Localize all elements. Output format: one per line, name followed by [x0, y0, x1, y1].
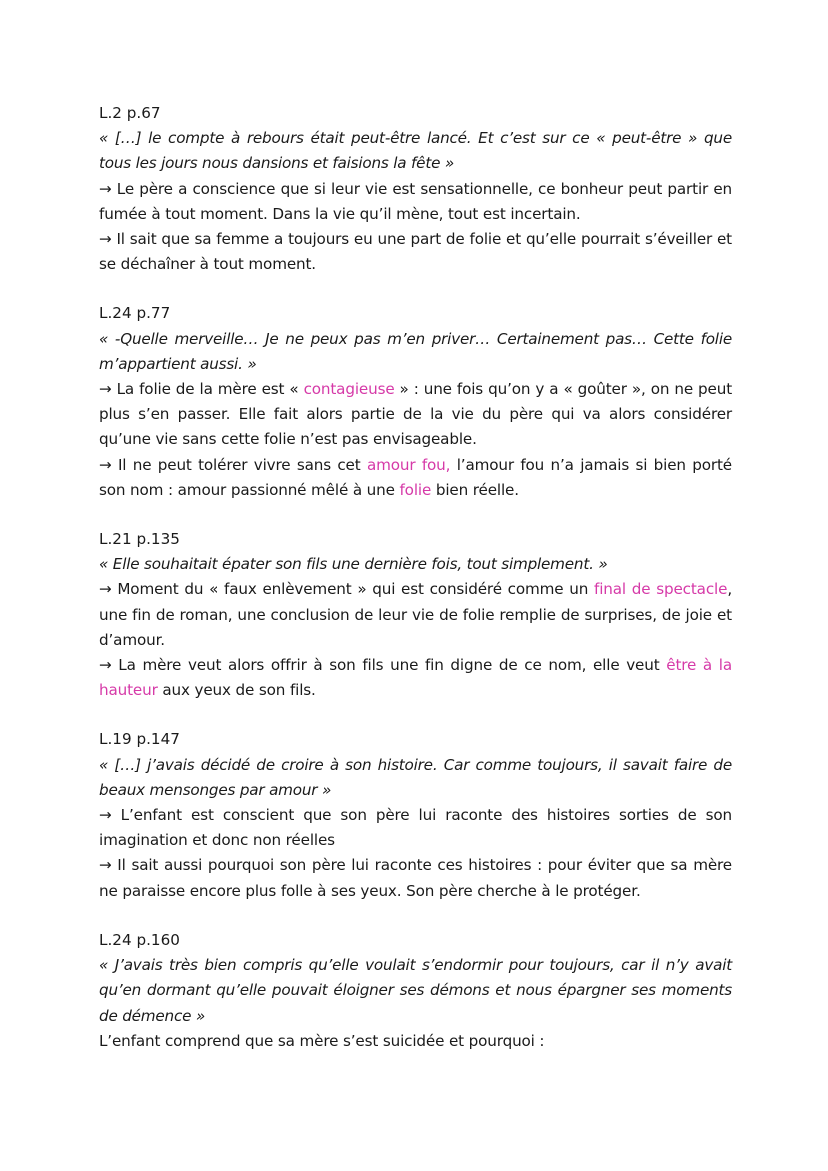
highlighted-term: être à la hauteur — [99, 656, 732, 700]
text-segment: → Moment du « faux enlèvement » qui est considéré comme un — [99, 580, 595, 599]
analysis-paragraph — [99, 453, 732, 503]
highlighted-term: contagieuse — [303, 380, 395, 399]
page-reference: L.24 p.160 — [99, 930, 180, 949]
quote: « Elle souhaitait épater son fils une dernière fois, tout simplement. » — [99, 555, 608, 574]
text-segment: » : une fois qu’on y a « goûter », on ne peut plus s’en passer. Elle fait alors partie de la vie du père qui va alors considérer qu’une vie sans cette folie n’est pas envisageable. — [99, 380, 733, 449]
text-segment: → La folie de la mère est « — [99, 380, 304, 399]
section-l19-p147 — [99, 727, 732, 903]
analysis-paragraph — [99, 653, 732, 703]
analysis-paragraph — [99, 377, 732, 453]
analysis-paragraph — [99, 577, 732, 653]
page-reference: L.2 p.67 — [99, 104, 161, 122]
quote: « J’avais très bien compris qu’elle voulait s’endormir pour toujours, car il n’y avait qu’en dormant qu’elle pouvait éloigner ses démons et nous épargner ses moments de démence » — [99, 956, 732, 1025]
page-reference: L.24 p.77 — [99, 304, 171, 323]
analysis-paragraph: → L’enfant est conscient que son père lui raconte des histoires sorties de son imagination et donc non réelles — [99, 806, 732, 850]
section-l21-p135 — [99, 527, 732, 703]
quote: « -Quelle merveille… Je ne peux pas m’en priver… Certainement pas… Cette folie m’appartient aussi. » — [99, 329, 732, 373]
text-segment: → La mère veut alors offrir à son fils une fin digne de ce nom, elle veut — [99, 656, 667, 675]
quote: « […] le compte à rebours était peut-être lancé. Et c’est sur ce « peut-être » que tous les jours nous dansions et faisions la fête » — [99, 129, 732, 173]
text-segment: aux yeux de son fils. — [157, 681, 316, 700]
quote: « […] j’avais décidé de croire à son histoire. Car comme toujours, il savait faire de beaux mensonges par amour » — [99, 755, 732, 799]
analysis-paragraph: → Il sait aussi pourquoi son père lui raconte ces histoires : pour éviter que sa mère ne paraisse encore plus folle à ses yeux. Son père cherche à le protéger. — [99, 856, 732, 900]
highlighted-term: final de spectacle — [594, 580, 728, 599]
analysis-paragraph: → Il sait que sa femme a toujours eu une part de folie et qu’elle pourrait s’éveiller et se déchaîner à tout moment. — [99, 230, 732, 274]
highlighted-term: amour fou, — [366, 455, 451, 474]
page-reference: L.19 p.147 — [99, 730, 180, 749]
page-reference: L.21 p.135 — [99, 530, 180, 549]
text-segment: → Il ne peut tolérer vivre sans cet — [99, 455, 367, 474]
section-l24-p77 — [99, 301, 732, 503]
text-segment: l’amour fou n’a jamais si bien porté son nom : amour passionné mêlé à une — [99, 455, 732, 499]
analysis-paragraph: L’enfant comprend que sa mère s’est suicidée et pourquoi : — [99, 1031, 545, 1050]
section-l2-p67 — [99, 101, 732, 277]
analysis-paragraph: → Le père a conscience que si leur vie est sensationnelle, ce bonheur peut partir en fumée à tout moment. Dans la vie qu’il mène, tout est incertain. — [99, 179, 732, 223]
text-segment: bien réelle. — [431, 480, 519, 499]
highlighted-term: folie — [399, 480, 432, 499]
section-l24-p160 — [99, 928, 732, 1054]
text-segment: , une fin de roman, une conclusion de leur vie de folie remplie de surprises, de joie et d’amour. — [99, 580, 732, 649]
